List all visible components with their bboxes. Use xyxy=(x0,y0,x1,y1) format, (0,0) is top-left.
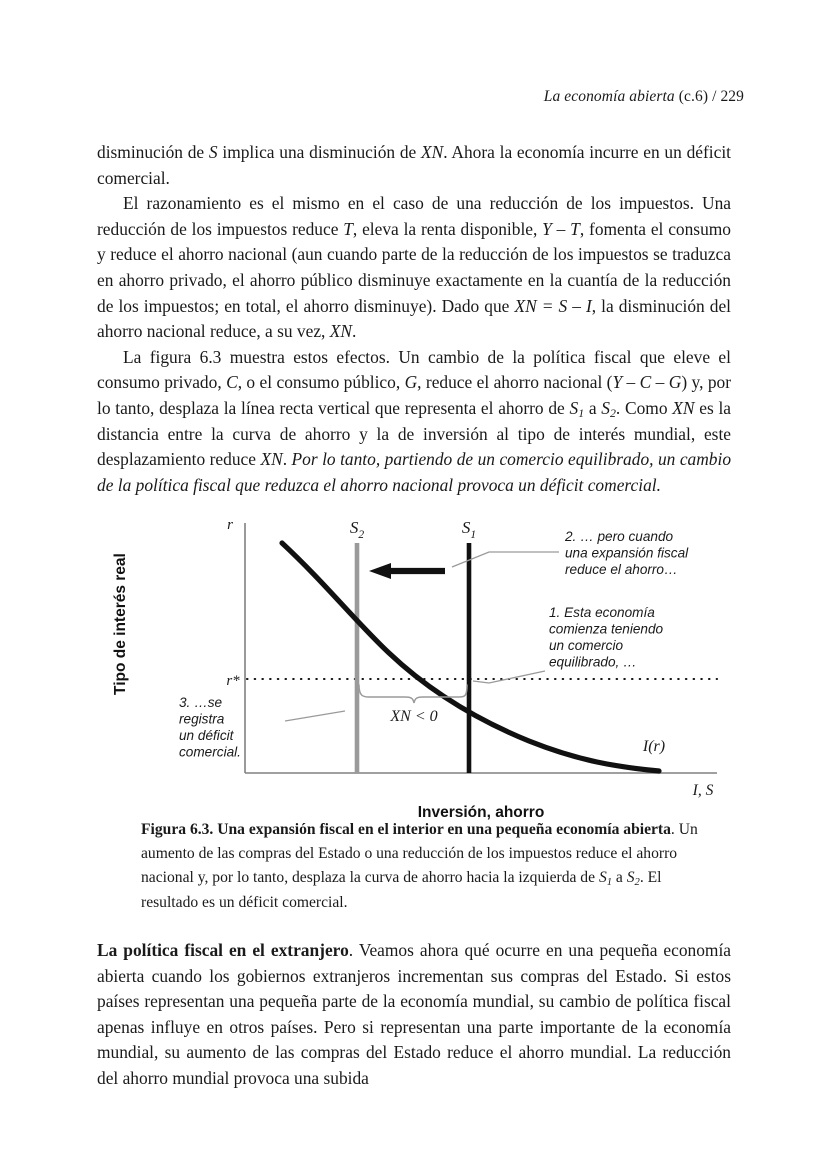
s2-label: $S_2$ xyxy=(349,518,365,541)
running-head xyxy=(544,88,744,106)
r-star-label: r* xyxy=(226,673,240,689)
caption-text: Figura 6.3. Una expansión fiscal en el interior en una pequeña economía abierta. Un aumento de las compras del Estado o una reducción de los impuestos reduce el ahorro nacional y, por lo tanto, desplaza la curva de ahorro hacia la izquierda de $S_1$ a $S_2$. El resultado es un déficit comercial. xyxy=(141,821,698,911)
paragraph-4: La política fiscal en el extranjero. Veamos ahora qué ocurre en una pequeña economía abierta cuando los gobiernos extranjeros incrementan sus compras del Estado. Si estos países representan una pequeña parte de la economía mundial, su cambio de política fiscal apenas influye en otros países. Pero si representan una parte importante de la economía mundial, su aumento de las compras del Estado reduce el ahorro mundial. La reducción del ahorro mundial provoca una subida xyxy=(97,940,731,1088)
figure-6-3 xyxy=(97,505,731,820)
section-heading: La política fiscal en el extranjero xyxy=(97,940,349,960)
annotation-1-leader xyxy=(473,671,545,683)
y-axis-title: Tipo de interés real xyxy=(112,553,129,695)
y-axis-symbol: r xyxy=(227,517,233,533)
body-text-column xyxy=(97,140,731,498)
annotation-3-leader xyxy=(285,711,345,721)
paragraph-1: disminución de S implica una disminución de XN. Ahora la economía incurre en un déficit comercial. xyxy=(97,142,731,188)
annotation-2: 2. … pero cuando una expansión fiscal reduce el ahorro… xyxy=(565,529,689,577)
x-axis-symbol: I, S xyxy=(692,782,714,799)
figure-caption xyxy=(141,818,713,915)
figure-diagram xyxy=(97,505,731,820)
xn-label: XN < 0 xyxy=(390,708,438,725)
x-axis-title: Inversión, ahorro xyxy=(417,804,545,820)
running-head-page: (c.6) / 229 xyxy=(678,88,744,105)
shift-arrow xyxy=(369,563,445,579)
paragraph-2: El razonamiento es el mismo en el caso de una reducción de los impuestos. Una reducción de los impuestos reduce T, eleva la renta disponible, Y – T, fomenta el consumo y reduce el ahorro nacional (aun cuando parte de la reducción de los impuestos se traduzca en ahorro privado, el ahorro público disminuye exactamente en la cuantía de la reducción de los impuestos; en total, el ahorro disminuye). Dado que XN = S – I, la disminución del ahorro nacional reduce, a su vez, XN. xyxy=(97,193,731,342)
investment-curve-label: I(r) xyxy=(642,738,666,755)
annotation-3: 3. …se registra un déficit comercial. xyxy=(179,695,241,760)
paragraph-3: La figura 6.3 muestra estos efectos. Un cambio de la política fiscal que eleve el consumo privado, C, o el consumo público, G, reduce el ahorro nacional (Y – C – G) y, por lo tanto, desplaza la línea recta vertical que representa el ahorro de $S_1$ a $S_2$. Como XN es la distancia entre la curva de ahorro y la de inversión al tipo de interés mundial, este desplazamiento reduce XN. Por lo tanto, partiendo de un comercio equilibrado, un cambio de la política fiscal que reduzca el ahorro nacional provoca un déficit comercial. xyxy=(97,346,732,495)
running-head-title: La economía abierta xyxy=(543,88,675,105)
annotation-1: 1. Esta economía comienza teniendo un comercio equilibrado, … xyxy=(549,605,664,670)
caption-heading: Figura 6.3. Una expansión fiscal en el interior en una pequeña economía abierta xyxy=(141,821,671,838)
s1-label: $S_1$ xyxy=(461,518,477,541)
tail-section xyxy=(97,938,731,1092)
